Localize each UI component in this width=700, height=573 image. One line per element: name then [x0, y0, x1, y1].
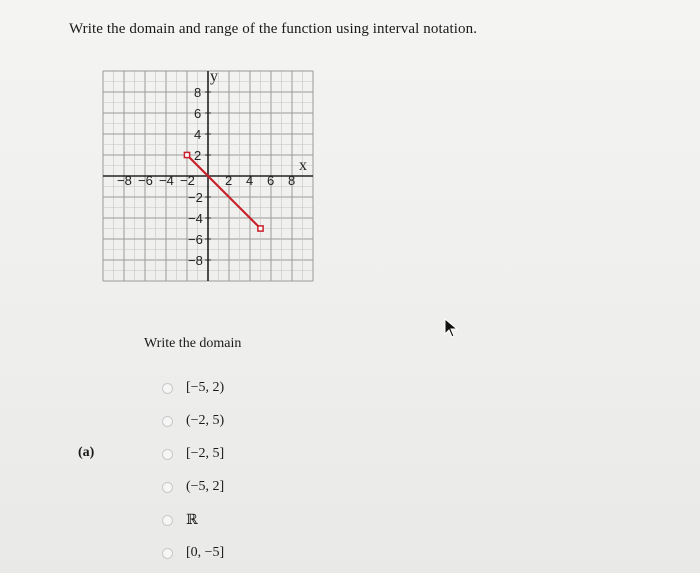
radio-button[interactable]: [162, 548, 173, 559]
y-axis-label: y: [210, 68, 218, 85]
x-tick-label: −4: [159, 173, 174, 188]
option-label: [0, −5]: [186, 545, 225, 560]
part-label: (a): [78, 445, 95, 460]
option-1[interactable]: [162, 378, 282, 398]
domain-prompt: Write the domain: [144, 336, 242, 351]
segment-end-endpoint: [258, 226, 263, 231]
question-text: Write the domain and range of the function using interval notation.: [69, 21, 478, 37]
option-6[interactable]: [162, 543, 282, 563]
y-tick-label: −8: [188, 253, 203, 268]
option-label: ℝ: [186, 512, 198, 528]
y-tick-label: 2: [194, 148, 202, 163]
x-tick-label: 2: [225, 173, 233, 188]
y-tick-label: −2: [188, 190, 203, 205]
y-tick-label: −4: [188, 211, 203, 226]
option-4[interactable]: [162, 477, 282, 497]
option-5[interactable]: [162, 510, 282, 530]
option-label: (−5, 2]: [186, 479, 225, 494]
option-label: [−5, 2): [186, 380, 225, 395]
y-tick-label: 6: [194, 106, 202, 121]
segment-start-endpoint: [184, 152, 189, 157]
radio-button[interactable]: [162, 515, 173, 526]
option-2[interactable]: [162, 411, 282, 431]
x-tick-label: −8: [117, 173, 132, 188]
x-tick-label: −6: [138, 173, 153, 188]
radio-button[interactable]: [162, 449, 173, 460]
radio-button[interactable]: [162, 383, 173, 394]
x-tick-label: 8: [288, 173, 296, 188]
option-3[interactable]: [162, 444, 282, 464]
option-label: [−2, 5]: [186, 446, 225, 461]
x-tick-label: 6: [267, 173, 275, 188]
function-graph: [98, 63, 324, 293]
x-tick-label: 4: [246, 173, 254, 188]
y-tick-label: 4: [194, 127, 202, 142]
radio-button[interactable]: [162, 482, 173, 493]
radio-button[interactable]: [162, 416, 173, 427]
y-tick-label: −6: [188, 232, 203, 247]
y-tick-label: 8: [194, 85, 202, 100]
x-tick-label: −2: [180, 173, 195, 188]
x-axis-label: x: [299, 157, 307, 174]
mouse-pointer-icon: [444, 318, 460, 340]
option-label: (−2, 5): [186, 413, 225, 428]
